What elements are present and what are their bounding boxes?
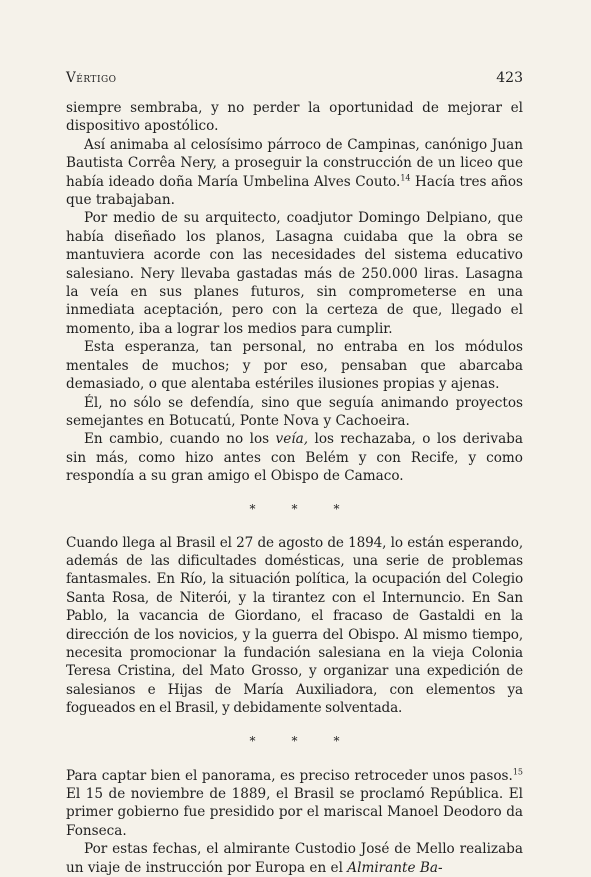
paragraph [66, 136, 523, 210]
asterisk: * [291, 733, 298, 748]
section-separator [66, 500, 523, 518]
asterisk: * [333, 733, 340, 748]
paragraph: Él, no sólo se defendía, sino que seguía animando proyectos semejantes en Botucatú, Ponte Nova y Cachoeira. [66, 394, 523, 429]
asterisk: * [291, 501, 298, 516]
paragraph-text: Para captar bien el panorama, es preciso retroceder unos pasos. [66, 767, 513, 784]
paragraph: siempre sembraba, y no perder la oportunidad de mejorar el dispositivo apostólico. [66, 100, 523, 135]
asterisk: * [249, 733, 256, 748]
paragraph: Por medio de su arquitecto, coadjutor Domingo Delpiano, que había diseñado los planos, Lasagna cuidaba que la obra se mantuviera acorde con las necesidades del sistema educativo salesiano. Nery llevaba gastadas más de 250.000 liras. Lasagna la veía en sus planes futuros, sin comprometerse en una inmediata aceptación, pero con la certeza de que, llegado el momento, iba a lograr los medios para cumplir. [66, 210, 523, 337]
italic-word: veía, [275, 431, 309, 448]
asterisk: * [333, 501, 340, 516]
footnote-marker: 15 [512, 767, 523, 777]
italic-ship-name: Almirante Ba- [347, 859, 443, 876]
page-number: 423 [496, 70, 523, 86]
paragraph-text: Así animaba al celosísimo párroco de Campinas, canónigo Juan Bautista Corrêa Nery, a proseguir la construcción de un liceo que había ideado doña María Umbelina Alves Couto. [66, 136, 523, 190]
paragraph-text: los rechazaba, o los derivaba sin más, como hizo antes con Belém y con Recife, y como respondía a su gran amigo el Obispo de Camaco. [66, 431, 523, 485]
running-header [66, 70, 523, 86]
paragraph-text: En cambio, cuando no los [84, 431, 276, 448]
footnote-marker: 14 [400, 173, 411, 183]
paragraph [66, 840, 523, 877]
paragraph [66, 430, 523, 485]
paragraph [66, 767, 523, 841]
paragraph: Cuando llega al Brasil el 27 de agosto de 1894, lo están esperando, además de las dificultades domésticas, una serie de problemas fantasmales. En Río, la situación política, la ocupación del Colegio Santa Rosa, de Niterói, y la tirantez con el Internuncio. En San Pablo, la vacancia de Giordano, el fracaso de Gastaldi en la dirección de los novicios, y la guerra del Obispo. Al mismo tiempo, necesita promocionar la fundación salesiana en la vieja Colonia Teresa Cristina, del Mato Grosso, y organizar una expedición de salesianos e Hijas de María Auxiliadora, con elementos ya fogueados en el Brasil, y debidamente solventada. [66, 534, 523, 717]
body-text [66, 99, 523, 877]
paragraph-text: Hacía tres años que trabajaban. [66, 173, 523, 209]
paragraph-text: El 15 de noviembre de 1889, el Brasil se proclamó República. El primer gobierno fue presidido por el mariscal Manoel Deodoro da Fonseca. [66, 786, 523, 839]
paragraph-text: Por estas fechas, el almirante Custodio José de Mello realizaba un viaje de instrucción por Europa en el [66, 841, 523, 876]
paragraph: Esta esperanza, tan personal, no entraba en los módulos mentales de muchos; y por eso, pensaban que abarcaba demasiado, o que alentaba estériles ilusiones propias y ajenas. [66, 339, 523, 393]
running-title: Vértigo [66, 70, 117, 86]
asterisk: * [249, 501, 256, 516]
section-separator [66, 732, 523, 750]
